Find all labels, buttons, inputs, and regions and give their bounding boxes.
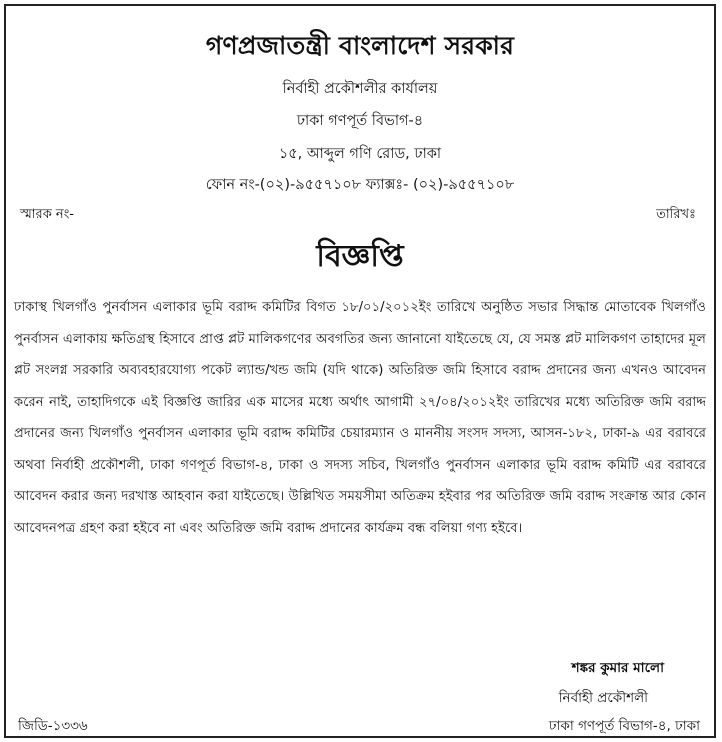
date-label: তারিখঃ [656, 207, 696, 222]
notice-title: বিজ্ঞপ্তি [316, 239, 404, 274]
signatory-designation: নির্বাহী প্রকৌশলী [558, 690, 648, 706]
office-address: ১৫, আব্দুল গণি রোড, ঢাকা [278, 146, 442, 162]
division-name: ঢাকা গণপূর্ত বিভাগ-৪ [296, 113, 424, 129]
government-title: গণপ্রজাতন্ত্রী বাংলাদেশ সরকার [205, 31, 515, 60]
signatory-name: শঙ্কর কুমার মালো [571, 660, 664, 676]
office-name: নির্বাহী প্রকৌশলীর কার্যালয় [282, 81, 438, 97]
gd-number: জিডি-১৩৩৬ [18, 718, 88, 734]
signatory-office: ঢাকা গণপূর্ত বিভাগ-৪, ঢাকা [548, 718, 700, 734]
contact-line: ফোন নং-(০২)-৯৫৫৭১০৮ ফ্যাক্সঃ- (০২)-৯৫৫৭১০৮ [205, 177, 515, 193]
notice-body: ঢাকাস্থ খিলগাঁও পুনর্বাসন এলাকার ভূমি বরাদ্দ কমিটির বিগত ১৮/০১/২০১২ইং তারিখে অনুষ্ঠিত সভার সিদ্ধান্ত মোতাবেক খিলগাঁও পুনর্বাসন এলাকায় ক্ষতিগ্রস্থ হিসাবে প্রাপ্ত প্লট মালিকগণের অবগতির জন্য জানানো যাইতেছে যে, যে সমস্ত প্লট মালিকগণ তাহাদের মূল প্লট সংলগ্ন সরকারি অব্যবহারযোগ্য পকেট ল্যান্ড/খন্ড জমি (যদি থাকে) অতিরিক্ত জমি হিসাবে বরাদ্দ প্রদানের জন্য এখনও আবেদন করেন নাই, তাহাদিগকে এই বিজ্ঞপ্তি জারির এক মাসের মধ্যে অর্থাৎ আগামী ২৭/০৪/২০১২ইং তারিখের মধ্যে অতিরিক্ত জমি বরাদ্দ প্রদানের জন্য খিলগাঁও পুনর্বাসন এলাকার ভূমি বরাদ্দ কমিটির চেয়ারম্যান ও মাননীয় সংসদ সদস্য, আসন-১৮২, ঢাকা-৯ এর বরাবরে অথবা নির্বাহী প্রকৌশলী, ঢাকা গণপূর্ত বিভাগ-৪, ঢাকা ও সদস্য সচিব, খিলগাঁও পুনর্বাসন এলাকার ভূমি বরাদ্দ কমিটি এর বরাবরে আবেদন করার জন্য দরখাস্ত আহবান করা যাইতেছে। উল্লিখিত সময়সীমা অতিক্রম হইবার পর অতিরিক্ত জমি বরাদ্দ সংক্রান্ত আর কোন আবেদনপত্র গ্রহণ করা হইবে না এবং অতিরিক্ত জমি বরাদ্দ প্রদানের কার্যক্রম বন্ধ বলিয়া গণ্য হইবে। [14, 300, 706, 536]
memo-number-label: স্মারক নং- [20, 207, 74, 222]
notice-frame [4, 4, 716, 738]
